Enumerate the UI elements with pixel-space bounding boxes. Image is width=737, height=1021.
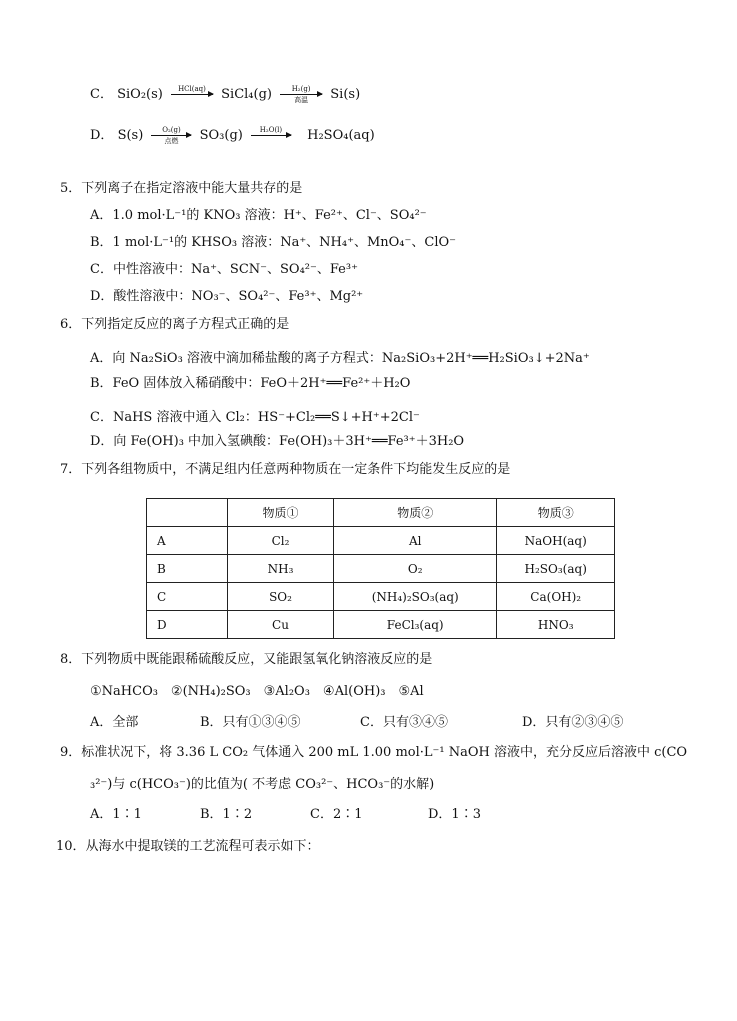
- arrow-condition-top: H₂(g): [291, 85, 311, 93]
- formula: Si(s): [330, 87, 361, 102]
- reaction-arrow-icon: [280, 85, 322, 104]
- arrow-condition-top: O₂(g): [162, 126, 181, 134]
- formula: SiCl₄(g): [221, 87, 272, 102]
- q9-option-b: B．1∶2: [200, 807, 253, 822]
- table-cell: SO₂: [228, 583, 334, 611]
- q5-option-b: B．1 mol·L⁻¹的 KHSO₃ 溶液：Na⁺、NH₄⁺、MnO₄⁻、ClO⁻: [90, 235, 457, 250]
- formula: H₂SO₄(aq): [307, 128, 375, 143]
- table-row: [147, 583, 615, 611]
- q4-option-d: [90, 126, 375, 145]
- arrow-condition-bottom: 点燃: [164, 137, 179, 145]
- reaction-arrow-icon: [251, 126, 291, 145]
- q6-option-a: A．向 Na₂SiO₃ 溶液中滴加稀盐酸的离子方程式：Na₂SiO₃+2H⁺══H₂SiO₃↓+2Na⁺: [90, 351, 590, 366]
- table-row: [147, 611, 615, 639]
- q9-stem-line1: 9．标准状况下，将 3.36 L CO₂ 气体通入 200 mL 1.00 mol·L⁻¹ NaOH 溶液中，充分反应后溶液中 c(CO: [60, 745, 688, 760]
- table-header-cell: 物质②: [334, 499, 497, 527]
- q8-option-c: C．只有③④⑤: [360, 715, 448, 730]
- table-cell: FeCl₃(aq): [334, 611, 497, 639]
- table-cell: H₂SO₃(aq): [497, 555, 615, 583]
- table-cell: Ca(OH)₂: [497, 583, 615, 611]
- arrow-condition-bottom: 高温: [294, 96, 309, 104]
- table-cell: HNO₃: [497, 611, 615, 639]
- table-cell: (NH₄)₂SO₃(aq): [334, 583, 497, 611]
- reaction-arrow-icon: [171, 85, 213, 104]
- table-cell: Cl₂: [228, 527, 334, 555]
- formula: S(s): [117, 128, 144, 143]
- arrow-condition-top: H₂O(l): [259, 126, 283, 134]
- table-cell: D: [147, 611, 228, 639]
- q6-option-d: D．向 Fe(OH)₃ 中加入氢碘酸：Fe(OH)₃＋3H⁺══Fe³⁺＋3H₂O: [90, 434, 465, 449]
- table-header-cell: 物质①: [228, 499, 334, 527]
- q6-option-c: C．NaHS 溶液中通入 Cl₂：HS⁻+Cl₂══S↓+H⁺+2Cl⁻: [90, 410, 420, 425]
- q9-option-c: C．2∶1: [310, 807, 363, 822]
- q9-stem-line2: ₃²⁻)与 c(HCO₃⁻)的比值为( 不考虑 CO₃²⁻、HCO₃⁻的水解): [90, 777, 435, 792]
- table-cell: O₂: [334, 555, 497, 583]
- formula: SiO₂(s): [117, 87, 163, 102]
- q8-stem: 8．下列物质中既能跟稀硫酸反应，又能跟氢氧化钠溶液反应的是: [60, 652, 433, 667]
- table-cell: NH₃: [228, 555, 334, 583]
- q6-stem: 6．下列指定反应的离子方程式正确的是: [60, 317, 290, 332]
- q8-option-a: A．全部: [90, 715, 139, 730]
- q5-stem: 5．下列离子在指定溶液中能大量共存的是: [60, 181, 303, 196]
- option-label: D．: [90, 128, 114, 143]
- table-cell: B: [147, 555, 228, 583]
- q9-option-a: A．1∶1: [90, 807, 142, 822]
- table-row: [147, 555, 615, 583]
- table-cell: Al: [334, 527, 497, 555]
- q7-stem: 7．下列各组物质中，不满足组内任意两种物质在一定条件下均能发生反应的是: [60, 462, 511, 477]
- arrow-condition-top: HCl(aq): [178, 85, 206, 93]
- q9-option-d: D．1∶3: [428, 807, 481, 822]
- table-header-row: [147, 499, 615, 527]
- q8-option-d: D．只有②③④⑤: [522, 715, 624, 730]
- q8-items: ①NaHCO₃ ②(NH₄)₂SO₃ ③Al₂O₃ ④Al(OH)₃ ⑤Al: [90, 684, 424, 699]
- table-header-cell: 物质③: [497, 499, 615, 527]
- q5-option-a: A．1.0 mol·L⁻¹的 KNO₃ 溶液：H⁺、Fe²⁺、Cl⁻、SO₄²⁻: [90, 208, 427, 223]
- option-label: C．: [90, 87, 113, 102]
- q5-option-c: C．中性溶液中：Na⁺、SCN⁻、SO₄²⁻、Fe³⁺: [90, 262, 358, 277]
- table-cell: A: [147, 527, 228, 555]
- table-header-cell: [147, 499, 228, 527]
- formula: SO₃(g): [199, 128, 243, 143]
- q7-table: [146, 498, 615, 639]
- table-cell: C: [147, 583, 228, 611]
- q5-option-d: D．酸性溶液中：NO₃⁻、SO₄²⁻、Fe³⁺、Mg²⁺: [90, 289, 364, 304]
- reaction-arrow-icon: [151, 126, 191, 145]
- q6-option-b: B．FeO 固体放入稀硝酸中：FeO＋2H⁺══Fe²⁺＋H₂O: [90, 376, 411, 391]
- q4-option-c: [90, 85, 360, 104]
- q10-stem: 10．从海水中提取镁的工艺流程可表示如下：: [56, 839, 320, 854]
- table-cell: NaOH(aq): [497, 527, 615, 555]
- q8-option-b: B．只有①③④⑤: [200, 715, 301, 730]
- table-row: [147, 527, 615, 555]
- table-cell: Cu: [228, 611, 334, 639]
